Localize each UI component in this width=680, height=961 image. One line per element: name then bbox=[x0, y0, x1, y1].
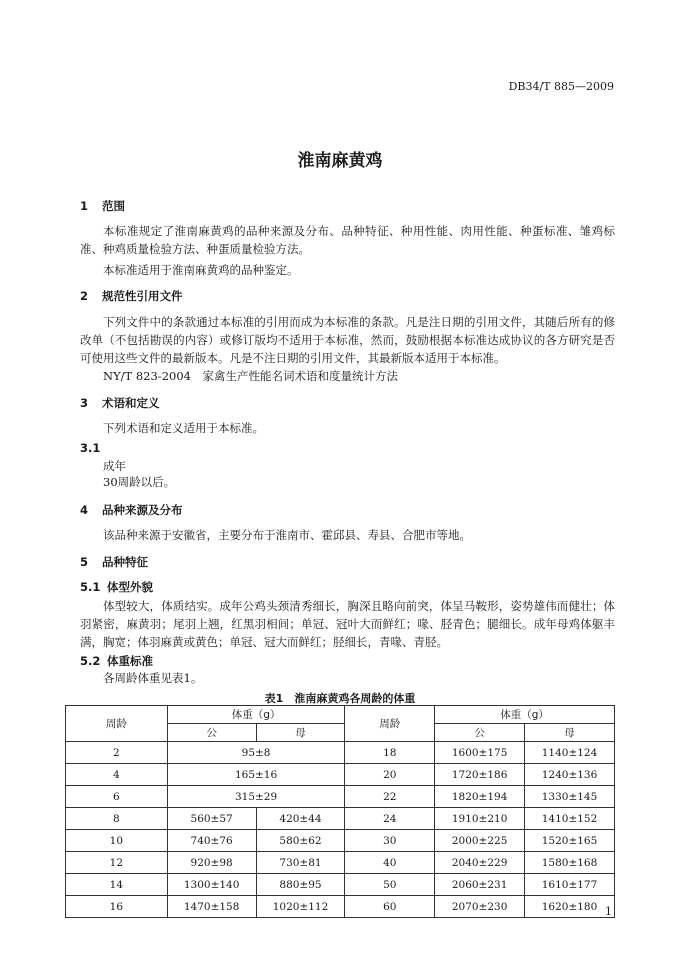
table-caption: 表1 淮南麻黄鸡各周龄的体重 bbox=[264, 692, 416, 705]
table-row bbox=[66, 830, 615, 852]
section-title: 术语和定义 bbox=[102, 396, 160, 410]
female-weight-cell: 1140±124 bbox=[525, 742, 615, 764]
male-weight-cell: 1820±194 bbox=[435, 786, 525, 808]
header-weight: 体重（g） bbox=[167, 706, 345, 724]
male-weight-cell: 1600±175 bbox=[435, 742, 525, 764]
age-cell: 8 bbox=[66, 808, 168, 830]
age-cell: 2 bbox=[66, 742, 168, 764]
age-cell: 22 bbox=[345, 786, 435, 808]
age-cell: 24 bbox=[345, 808, 435, 830]
weight-cell: 315±29 bbox=[167, 786, 345, 808]
male-weight-cell: 1720±186 bbox=[435, 764, 525, 786]
female-weight-cell: 420±44 bbox=[256, 808, 345, 830]
paragraph: 下列文件中的条款通过本标准的引用而成为本标准的条款。凡是注日期的引用文件，其随后所有的修改单（不包括勘误的内容）或修订版均不适用于本标准，然而，鼓励根据本标准达成协议的各方研究是否可使用这些文件的最新版本。凡是不注日期的引用文件，其最新版本适用于本标准。 bbox=[80, 315, 615, 365]
header-male: 公 bbox=[435, 724, 525, 742]
female-weight-cell: 1410±152 bbox=[525, 808, 615, 830]
male-weight-cell: 2000±225 bbox=[435, 830, 525, 852]
table-row bbox=[66, 874, 615, 896]
age-cell: 30 bbox=[345, 830, 435, 852]
subsection-number: 3.1 bbox=[80, 441, 101, 455]
paragraph: 本标准适用于淮南麻黄鸡的品种鉴定。 bbox=[103, 263, 299, 277]
male-weight-cell: 1300±140 bbox=[167, 874, 256, 896]
age-cell: 14 bbox=[66, 874, 168, 896]
female-weight-cell: 1580±168 bbox=[525, 852, 615, 874]
page-number: 1 bbox=[605, 905, 612, 918]
paragraph: 体型较大，体质结实。成年公鸡头颈清秀细长，胸深且略向前突，体呈马鞍形，姿势雄伟而健壮；体羽紧密，麻黄羽；尾羽上翘，红黑羽相间；单冠、冠叶大而鲜红；喙、胫青色；腿细长。成年母鸡体躯丰满，胸宽；体羽麻黄或黄色；单冠、冠大而鲜红；胫细长，青喙、青胫。 bbox=[80, 599, 615, 649]
age-cell: 50 bbox=[345, 874, 435, 896]
female-weight-cell: 1620±180 bbox=[525, 896, 615, 918]
paragraph: 本标准规定了淮南麻黄鸡的品种来源及分布、品种特征、种用性能、肉用性能、种蛋标准、雏鸡标准、种鸡质量检验方法、种蛋质量检验方法。 bbox=[80, 224, 615, 256]
section-1-heading bbox=[80, 198, 125, 214]
male-weight-cell: 2060±231 bbox=[435, 874, 525, 896]
header-female: 母 bbox=[525, 724, 615, 742]
female-weight-cell: 880±95 bbox=[256, 874, 345, 896]
section-number: 1 bbox=[80, 199, 89, 213]
age-cell: 10 bbox=[66, 830, 168, 852]
paragraph: 各周龄体重见表1。 bbox=[103, 671, 203, 685]
age-cell: 6 bbox=[66, 786, 168, 808]
section-number: 5 bbox=[80, 555, 89, 569]
section-number: 4 bbox=[80, 503, 89, 517]
weight-cell: 95±8 bbox=[167, 742, 345, 764]
male-weight-cell: 740±76 bbox=[167, 830, 256, 852]
table-row bbox=[66, 742, 615, 764]
female-weight-cell: 1610±177 bbox=[525, 874, 615, 896]
subsection-number: 5.1 bbox=[80, 580, 101, 594]
header-age: 周龄 bbox=[66, 706, 168, 742]
header-female: 母 bbox=[256, 724, 345, 742]
table-row bbox=[66, 896, 615, 918]
normative-reference: NY/T 823-2004 家禽生产性能名词术语和度量统计方法 bbox=[103, 369, 398, 383]
header-age: 周龄 bbox=[345, 706, 435, 742]
term-definition: 30周龄以后。 bbox=[103, 475, 176, 489]
section-4-heading bbox=[80, 502, 183, 518]
paragraph: 该品种来源于安徽省，主要分布于淮南市、霍邱县、寿县、合肥市等地。 bbox=[103, 528, 471, 542]
male-weight-cell: 1470±158 bbox=[167, 896, 256, 918]
section-title: 规范性引用文件 bbox=[102, 289, 183, 303]
male-weight-cell: 2040±229 bbox=[435, 852, 525, 874]
weight-table bbox=[65, 705, 615, 918]
subsection-number: 5.2 bbox=[80, 654, 101, 668]
subsection-5-2-heading bbox=[80, 653, 153, 669]
table-row bbox=[66, 764, 615, 786]
term: 成年 bbox=[103, 459, 126, 473]
section-number: 3 bbox=[80, 396, 89, 410]
document-title: 淮南麻黄鸡 bbox=[297, 151, 383, 171]
female-weight-cell: 1520±165 bbox=[525, 830, 615, 852]
female-weight-cell: 580±62 bbox=[256, 830, 345, 852]
age-cell: 12 bbox=[66, 852, 168, 874]
section-5-heading bbox=[80, 554, 148, 570]
paragraph: 下列术语和定义适用于本标准。 bbox=[103, 421, 264, 435]
male-weight-cell: 2070±230 bbox=[435, 896, 525, 918]
age-cell: 16 bbox=[66, 896, 168, 918]
header-weight: 体重（g） bbox=[435, 706, 615, 724]
male-weight-cell: 1910±210 bbox=[435, 808, 525, 830]
section-title: 范围 bbox=[102, 199, 125, 213]
section-2-heading bbox=[80, 288, 183, 304]
subsection-5-1-heading bbox=[80, 579, 153, 595]
section-title: 品种来源及分布 bbox=[102, 503, 183, 517]
female-weight-cell: 730±81 bbox=[256, 852, 345, 874]
female-weight-cell: 1240±136 bbox=[525, 764, 615, 786]
section-number: 2 bbox=[80, 289, 89, 303]
age-cell: 4 bbox=[66, 764, 168, 786]
age-cell: 20 bbox=[345, 764, 435, 786]
age-cell: 18 bbox=[345, 742, 435, 764]
age-cell: 60 bbox=[345, 896, 435, 918]
female-weight-cell: 1020±112 bbox=[256, 896, 345, 918]
standard-number: DB34/T 885—2009 bbox=[508, 80, 614, 93]
female-weight-cell: 1330±145 bbox=[525, 786, 615, 808]
subsection-title: 体重标准 bbox=[107, 654, 153, 668]
table-row bbox=[66, 852, 615, 874]
section-title: 品种特征 bbox=[102, 555, 148, 569]
table-row bbox=[66, 786, 615, 808]
weight-cell: 165±16 bbox=[167, 764, 345, 786]
section-3-heading bbox=[80, 395, 160, 411]
header-male: 公 bbox=[167, 724, 256, 742]
male-weight-cell: 920±98 bbox=[167, 852, 256, 874]
table-row bbox=[66, 808, 615, 830]
age-cell: 40 bbox=[345, 852, 435, 874]
subsection-title: 体型外貌 bbox=[107, 580, 153, 594]
male-weight-cell: 560±57 bbox=[167, 808, 256, 830]
